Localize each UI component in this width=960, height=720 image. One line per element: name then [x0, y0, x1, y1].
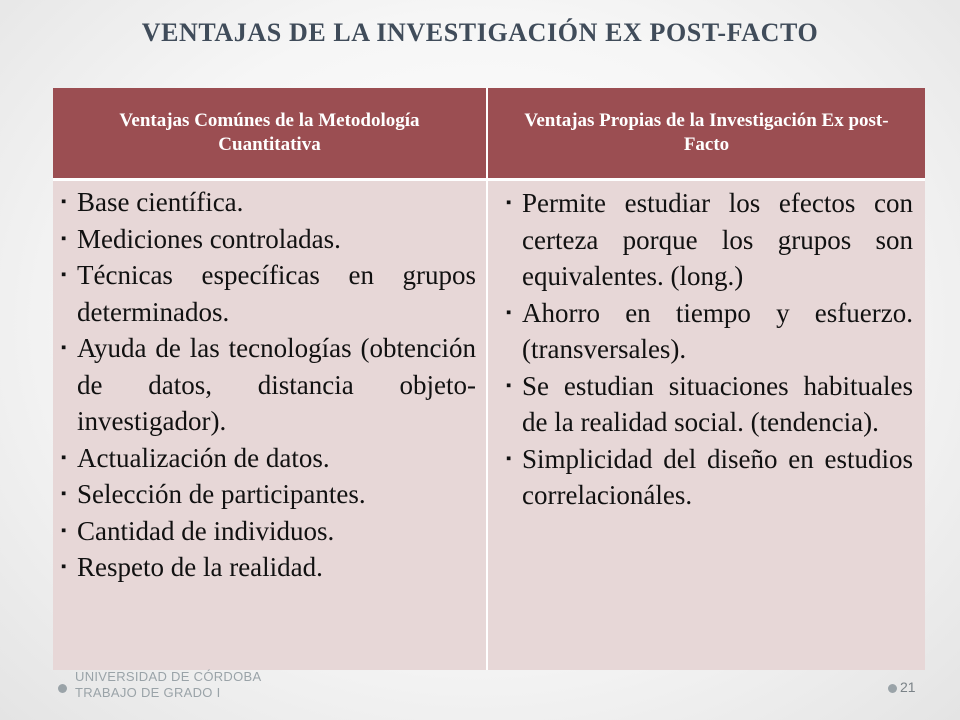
list-item	[61, 221, 476, 258]
list-item-text: Mediciones controladas.	[77, 223, 341, 254]
square-bullet-icon: ▪	[61, 340, 67, 356]
expostfacto-advantages-cell	[487, 180, 925, 671]
square-bullet-icon: ▪	[61, 194, 67, 210]
square-bullet-icon: ▪	[506, 450, 512, 467]
list-item	[61, 549, 476, 586]
list-item-text: Permite estudiar los efectos con certeza porque los grupos son equivalentes. (long.)	[522, 188, 913, 291]
list-item-text: Se estudian situaciones habituales de la realidad social. (tendencia).	[522, 370, 913, 437]
square-bullet-icon: ▪	[506, 304, 512, 321]
footer-university: UNIVERSIDAD DE CÓRDOBA	[75, 669, 262, 684]
header-common-advantages: Ventajas Comúnes de la Metodología Cuantitativa	[53, 88, 487, 180]
square-bullet-icon: ▪	[61, 559, 67, 575]
footer-dot-left-icon	[58, 684, 67, 693]
common-advantages-list	[53, 181, 486, 586]
list-item-text: Simplicidad del diseño en estudios correlacionáles.	[522, 443, 913, 510]
footer-dot-right-icon	[888, 684, 897, 693]
table-header-row	[53, 88, 925, 180]
table-body-row	[53, 180, 925, 671]
list-item	[506, 295, 913, 368]
list-item	[61, 257, 476, 330]
comparison-table	[53, 88, 925, 670]
list-item-text: Selección de participantes.	[77, 479, 366, 509]
square-bullet-icon: ▪	[506, 195, 512, 211]
list-item-text: Ayuda de las tecnologías (obtención de datos, distancia objeto-investigador).	[77, 333, 476, 436]
page-number: 21	[900, 679, 916, 695]
list-item	[61, 476, 476, 513]
common-advantages-cell	[53, 180, 487, 671]
square-bullet-icon: ▪	[61, 486, 67, 502]
list-item	[61, 184, 476, 221]
list-item-text: Actualización de datos.	[77, 442, 330, 473]
square-bullet-icon: ▪	[506, 377, 512, 394]
square-bullet-icon: ▪	[61, 449, 67, 466]
list-item-text: Ahorro en tiempo y esfuerzo. (transversales).	[522, 297, 913, 364]
header-expostfacto-advantages: Ventajas Propias de la Investigación Ex post- Facto	[487, 88, 925, 180]
list-item-text: Cantidad de individuos.	[77, 515, 335, 546]
square-bullet-icon: ▪	[61, 267, 67, 283]
list-item	[506, 441, 913, 514]
list-item	[506, 368, 913, 441]
expostfacto-advantages-list	[488, 181, 925, 514]
slide-title: VENTAJAS DE LA INVESTIGACIÓN EX POST-FACTO	[141, 18, 819, 47]
list-item-text: Base científica.	[77, 187, 244, 217]
list-item	[61, 330, 476, 440]
footer-text	[75, 669, 261, 701]
list-item	[61, 440, 476, 477]
list-item	[61, 513, 476, 550]
footer-course: TRABAJO DE GRADO I	[75, 685, 221, 700]
square-bullet-icon: ▪	[61, 522, 67, 539]
list-item-text: Técnicas específicas en grupos determinados.	[77, 260, 476, 327]
square-bullet-icon: ▪	[61, 230, 67, 247]
list-item-text: Respeto de la realidad.	[77, 552, 323, 582]
list-item	[506, 185, 913, 295]
